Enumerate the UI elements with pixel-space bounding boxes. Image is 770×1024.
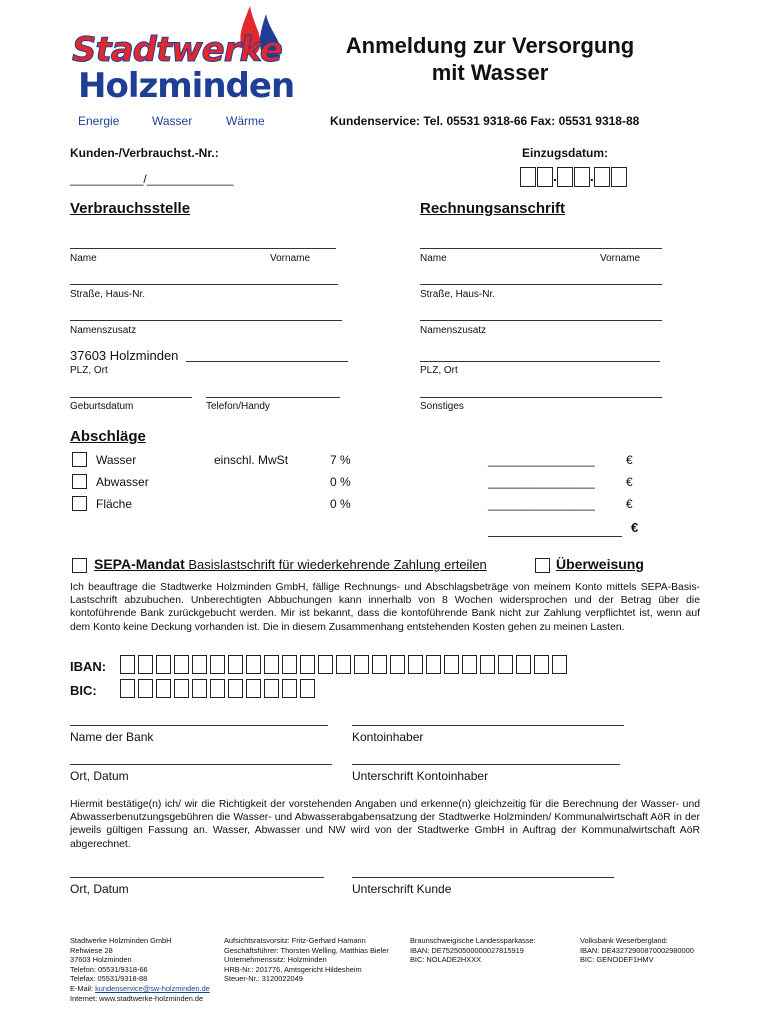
charge-label-flaeche: Fläche — [96, 497, 133, 511]
sector-wasser: Wasser — [152, 114, 193, 128]
billing-city-label: PLZ, Ort — [420, 365, 458, 376]
service-contact: Kundenservice: Tel. 05531 9318-66 Fax: 05531 9318-88 — [330, 114, 640, 128]
birthdate-label: Geburtsdatum — [70, 401, 134, 412]
footer-line: Aufsichtsratsvorsitz: Fritz-Gerhard Hamann — [224, 936, 366, 945]
footer-line: Volksbank Weserbergland: — [580, 936, 668, 945]
iban-cell[interactable] — [498, 655, 513, 674]
billing-city-line[interactable] — [420, 361, 660, 362]
iban-cell[interactable] — [138, 655, 153, 674]
footer-management — [224, 936, 404, 984]
title-line2: mit Wasser — [431, 60, 549, 85]
iban-cell[interactable] — [228, 655, 243, 674]
usage-addition-label: Namenszusatz — [70, 325, 137, 336]
usage-section-title: Verbrauchsstelle — [70, 200, 191, 217]
checkbox-flaeche[interactable] — [72, 496, 87, 511]
footer-line: IBAN: DE43272900870002980000 — [580, 945, 694, 955]
transfer-checkbox[interactable] — [535, 558, 550, 573]
date-cell[interactable] — [594, 167, 610, 187]
holder-signature-line[interactable] — [352, 764, 620, 765]
usage-vorname-label: Vorname — [270, 253, 311, 264]
total-currency: € — [631, 520, 639, 535]
iban-cell[interactable] — [426, 655, 441, 674]
iban-cell[interactable] — [552, 655, 567, 674]
footer-line: 37603 Holzminden — [70, 955, 132, 965]
billing-addition-label: Namenszusatz — [420, 325, 487, 336]
footer-line: IBAN: DE75250500000027815919 — [410, 945, 524, 955]
sepa-title: SEPA-Mandat — [94, 556, 185, 572]
footer-line: Telefax: 05531/9318-88 — [70, 974, 148, 984]
charge-amount-wasser[interactable]: ________________ — [488, 453, 595, 467]
bank-name-line[interactable] — [70, 725, 328, 726]
billing-section-title: Rechnungsanschrift — [420, 200, 566, 217]
date-separator: . — [553, 168, 557, 185]
billing-vorname-label: Vorname — [600, 253, 641, 264]
iban-cell[interactable] — [264, 655, 279, 674]
confirmation-text: Hiermit bestätige(n) ich/ wir die Richtigkeit der vorstehenden Angaben und erkenne(n) gleichzeitig für die Berechnung der Wasser- und Abwasserbenutzungsgebühren die Wasser- und Abwasserabgabensatzung der Stadtwerke Holzminden/ Kommunalwirtschaft AöR in der jeweils gültigen Fassung an. Wasser, Abwasser und NW wird von der Stadtwerke GmbH in Auftrag der Kommunalwirtschaft AöR abgerechnet. — [70, 799, 700, 850]
page-title — [300, 32, 680, 86]
bic-cell[interactable] — [210, 679, 225, 698]
usage-name-line[interactable] — [70, 248, 336, 249]
account-holder-label: Kontoinhaber — [352, 730, 424, 744]
sector-energie: Energie — [78, 114, 120, 128]
usage-name-label: Name — [70, 253, 97, 264]
sepa-checkbox[interactable] — [72, 558, 87, 573]
footer-line: Stadtwerke Holzminden GmbH — [70, 936, 172, 945]
bic-label: BIC: — [70, 683, 97, 698]
footer-line: Braunschweigische Landessparkasse: — [410, 936, 536, 945]
iban-cell[interactable] — [336, 655, 351, 674]
charge-rate-wasser: 7 % — [330, 453, 351, 467]
footer-email-line — [70, 984, 220, 994]
billing-name-line[interactable] — [420, 248, 662, 249]
bic-cell[interactable] — [156, 679, 171, 698]
date-cell[interactable] — [557, 167, 573, 187]
logo-text-line1: Stadtwerke — [72, 30, 282, 70]
footer-line: Geschäftsführer: Thorsten Welling, Matthias Bieler — [224, 945, 389, 955]
moving-date-label: Einzugsdatum: — [522, 146, 608, 160]
footer-company — [70, 936, 220, 1003]
iban-cell[interactable] — [444, 655, 459, 674]
bic-cell[interactable] — [120, 679, 135, 698]
sepa-place-date-label: Ort, Datum — [70, 769, 129, 783]
bic-cell[interactable] — [228, 679, 243, 698]
billing-street-line[interactable] — [420, 284, 662, 285]
date-cell[interactable] — [611, 167, 627, 187]
checkbox-wasser[interactable] — [72, 452, 87, 467]
billing-addition-line[interactable] — [420, 320, 662, 321]
customer-number-label: Kunden-/Verbrauchst.-Nr.: — [70, 146, 219, 160]
customer-number-field[interactable]: ___________/_____________ — [70, 172, 234, 186]
footer-internet: Internet: www.stadtwerke-holzminden.de — [70, 993, 204, 1003]
footer-line: BIC: GENODEF1HMV — [580, 955, 654, 965]
footer-line: HRB-Nr.: 201776, Amtsgericht Hildesheim — [224, 964, 362, 974]
date-cell[interactable] — [574, 167, 590, 187]
usage-addition-line[interactable] — [70, 320, 342, 321]
account-holder-line[interactable] — [352, 725, 624, 726]
iban-cell[interactable] — [210, 655, 225, 674]
usage-street-line[interactable] — [70, 284, 338, 285]
sepa-mandate-text: Ich beauftrage die Stadtwerke Holzminden GmbH, fällige Rechnungs- und Abschlagsbeträge von meinem Konto mittels SEPA-Basis-Lastschrift abzubuchen. Unberechtigten Abbuchungen kann innerhalb von 8 Wochen widersprochen und der Betrag über die kontoführende Bank zurückgebucht werden. Mir ist bekannt, dass die kontoführende Bank nicht zur Zahlung verpflichtet ist, wenn auf dem Konto keine Deckung vorhanden ist. Die in diesem Zusammenhang entstehenden Kosten gehen zu meinen Lasten. — [70, 582, 700, 633]
total-amount-line[interactable] — [488, 536, 622, 537]
footer-line: BIC: NOLADE2HXXX — [410, 955, 482, 965]
customer-signature-line[interactable] — [352, 877, 614, 878]
iban-cell[interactable] — [372, 655, 387, 674]
bic-cell[interactable] — [300, 679, 315, 698]
charge-currency-wasser: € — [626, 453, 633, 467]
iban-cell[interactable] — [300, 655, 315, 674]
footer-bank-2 — [580, 936, 710, 965]
bic-cell[interactable] — [264, 679, 279, 698]
usage-city-label: PLZ, Ort — [70, 365, 108, 376]
date-cell[interactable] — [537, 167, 553, 187]
date-separator: . — [589, 168, 594, 185]
charge-rate-flaeche: 0 % — [330, 497, 351, 511]
sepa-heading — [94, 556, 487, 572]
transfer-label: Überweisung — [556, 556, 644, 572]
footer-line: Unternehmenssitz: Holzminden — [224, 955, 327, 965]
iban-cell[interactable] — [516, 655, 531, 674]
bic-input-cells[interactable] — [120, 679, 318, 698]
iban-cell[interactable] — [534, 655, 549, 674]
iban-cell[interactable] — [480, 655, 495, 674]
charge-currency-abwasser: € — [626, 475, 633, 489]
bic-cell[interactable] — [246, 679, 261, 698]
usage-street-label: Straße, Haus-Nr. — [70, 289, 146, 300]
phone-label: Telefon/Handy — [206, 401, 270, 412]
iban-cell[interactable] — [192, 655, 207, 674]
sepa-subtitle: Basislastschrift für wiederkehrende Zahlung erteilen — [184, 557, 487, 572]
other-line[interactable] — [420, 397, 662, 398]
footer-line: Rehwiese 28 — [70, 945, 113, 955]
confirm-place-date-line[interactable] — [70, 877, 324, 878]
iban-cell[interactable] — [246, 655, 261, 674]
iban-cell[interactable] — [120, 655, 135, 674]
charge-label-abwasser: Abwasser — [96, 475, 149, 489]
iban-cell[interactable] — [408, 655, 423, 674]
sepa-place-date-line[interactable] — [70, 764, 332, 765]
date-cell[interactable] — [520, 167, 536, 187]
other-label: Sonstiges — [420, 401, 464, 412]
iban-cell[interactable] — [462, 655, 477, 674]
footer-line: Steuer-Nr.: 3120022049 — [224, 974, 303, 984]
moving-date-field[interactable] — [520, 167, 627, 187]
iban-input-cells[interactable] — [120, 655, 570, 674]
iban-cell[interactable] — [390, 655, 405, 674]
iban-cell[interactable] — [354, 655, 369, 674]
bic-cell[interactable] — [174, 679, 189, 698]
iban-cell[interactable] — [318, 655, 333, 674]
bank-name-label: Name der Bank — [70, 730, 154, 744]
billing-street-label: Straße, Haus-Nr. — [420, 289, 496, 300]
usage-city-value[interactable]: 37603 Holzminden — [70, 348, 179, 363]
charge-currency-flaeche: € — [626, 497, 633, 511]
bic-cell[interactable] — [192, 679, 207, 698]
usage-city-line[interactable] — [186, 361, 348, 362]
charges-title: Abschläge — [70, 428, 146, 445]
sector-waerme: Wärme — [226, 114, 265, 128]
holder-signature-label: Unterschrift Kontoinhaber — [352, 769, 489, 783]
iban-cell[interactable] — [174, 655, 189, 674]
footer-email-label: E-Mail: — [70, 983, 96, 993]
birthdate-line[interactable] — [70, 397, 192, 398]
bic-cell[interactable] — [138, 679, 153, 698]
customer-signature-label: Unterschrift Kunde — [352, 882, 452, 896]
footer-bank-1 — [410, 936, 570, 965]
confirm-place-date-label: Ort, Datum — [70, 882, 129, 896]
footer-line: Telefon: 05531/9318-66 — [70, 964, 148, 974]
charge-label-wasser: Wasser — [96, 453, 137, 467]
charge-amount-flaeche[interactable]: ________________ — [488, 497, 595, 511]
charge-note-wasser: einschl. MwSt — [214, 453, 289, 467]
iban-label: IBAN: — [70, 659, 107, 674]
bic-cell[interactable] — [282, 679, 297, 698]
charge-rate-abwasser: 0 % — [330, 475, 351, 489]
charge-amount-abwasser[interactable]: ________________ — [488, 475, 595, 489]
checkbox-abwasser[interactable] — [72, 474, 87, 489]
billing-name-label: Name — [420, 253, 447, 264]
footer-email-link[interactable]: kundenservice@sw-holzminden.de — [95, 983, 210, 993]
iban-cell[interactable] — [156, 655, 171, 674]
logo-text-line2: Holzminden — [78, 66, 295, 106]
title-line1: Anmeldung zur Versorgung — [345, 33, 635, 58]
phone-line[interactable] — [206, 397, 340, 398]
iban-cell[interactable] — [282, 655, 297, 674]
